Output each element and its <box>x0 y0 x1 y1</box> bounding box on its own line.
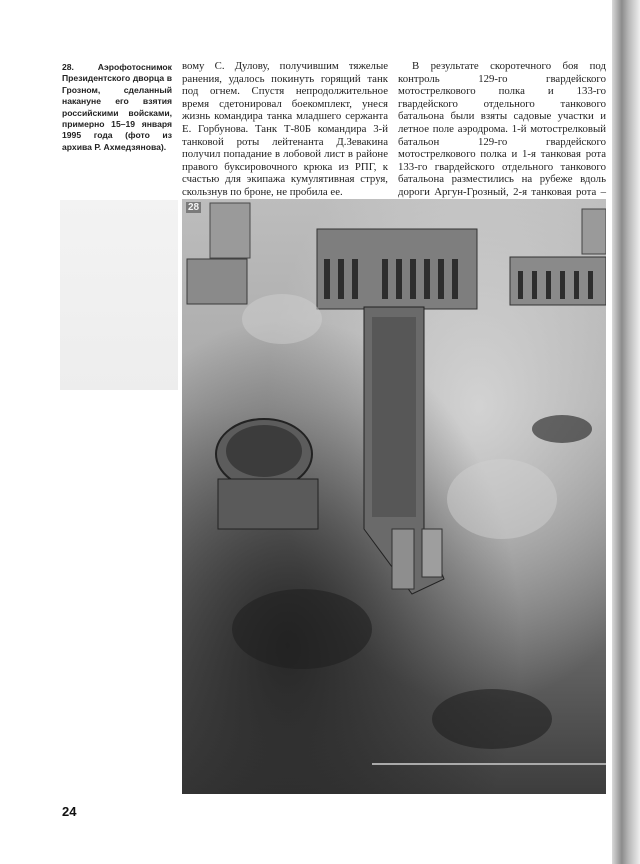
text-column-middle: вому С. Дулову, получившим тяжелые ранения, удалось покинуть горящий танк под огнем. Спустя непродолжительное время сдетонировал боекомплект, унеся жизнь командира танка младшего сержанта Е. Горбунова. Танк Т-80Б командира 3-й танковой роты лейтенанта Д.Зевакина получил попадание в лобовой лист в районе правого буксировочного крюка из РПГ, к счастью для экипажа кумулятивная струя, скользнув по броне, не пробила ее. <box>182 60 388 198</box>
photo-number-label: 28 <box>188 202 200 213</box>
aerial-photo <box>182 199 606 794</box>
page-number: 24 <box>62 804 77 819</box>
photo-caption: 28. Аэрофотоснимок Президентского дворца в Грозном, сделанный накануне его взятия российскими войсками, примерно 15–19 января 1995 года (фото из архива Р. Ахмедзянова). <box>62 62 172 152</box>
page-fold-edge <box>612 0 640 864</box>
text-column-right: В результате скоротечного боя под контроль 129-го гвардейского мотострелкового полка и 133-го гвардейского отдельного танкового батальона были взяты садовые участки и летное поле аэродрома. 1-й мотострелковый батальон 129-го гвардейского мотострелкового полка и 1-я танковая рота 133-го гвардейского отдельного танкового батальона разместились на рубеже вдоль дороги Аргун-Грозный, 2-я танковая рота – <box>398 60 606 198</box>
aerial-photo-image <box>182 199 606 794</box>
blank-margin-area <box>60 200 178 390</box>
